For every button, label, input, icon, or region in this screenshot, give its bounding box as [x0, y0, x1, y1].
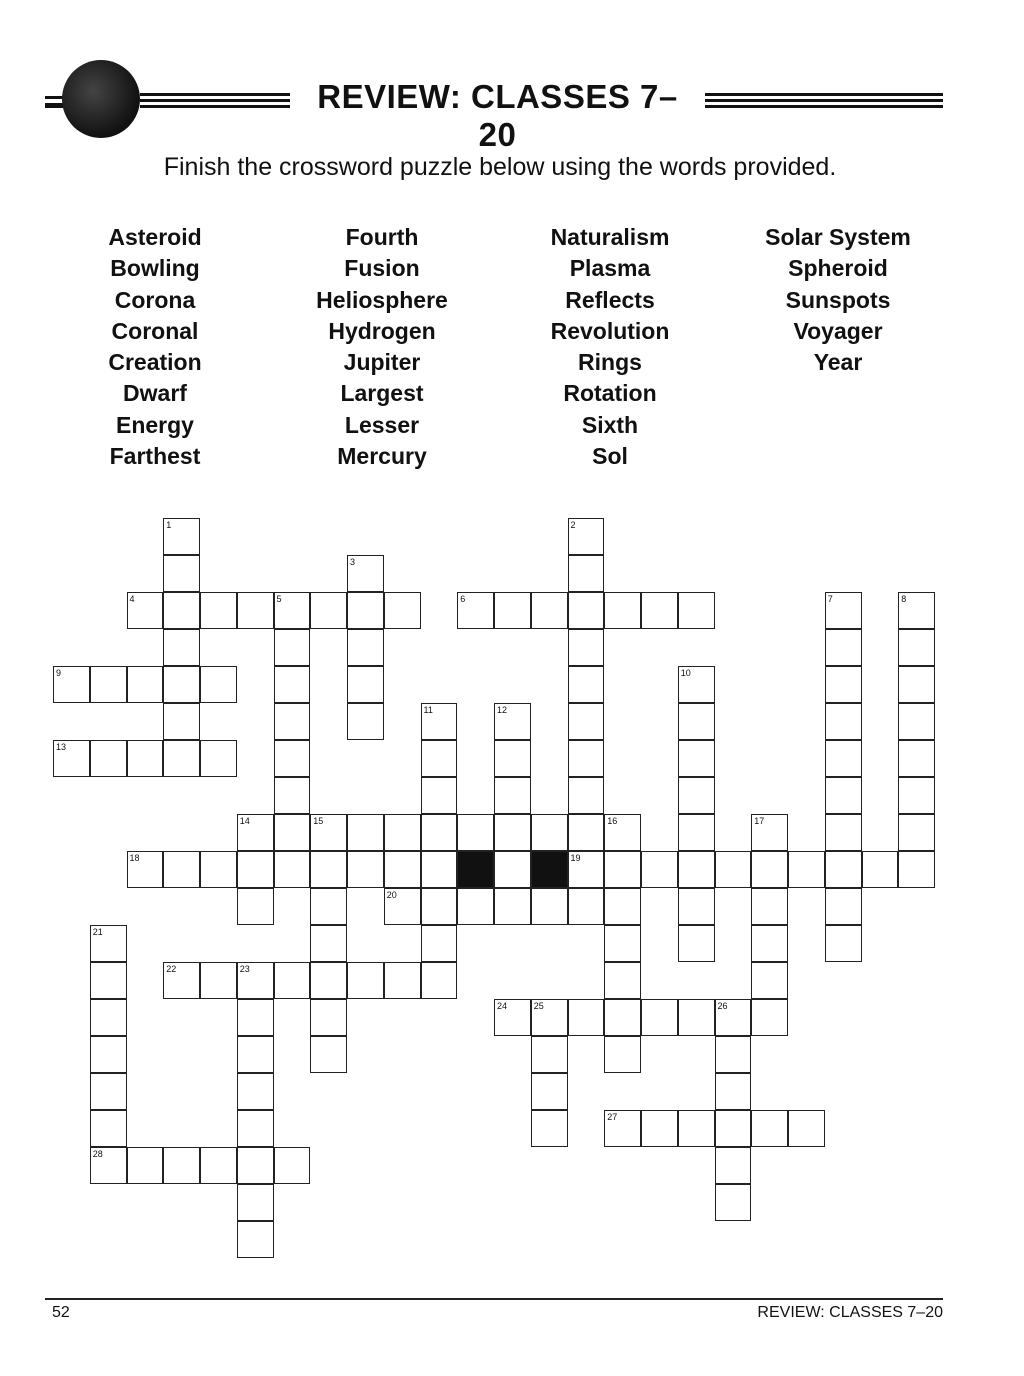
crossword-cell[interactable] [90, 1073, 127, 1110]
crossword-cell[interactable] [568, 740, 605, 777]
crossword-cell[interactable] [310, 851, 347, 888]
crossword-cell[interactable] [825, 888, 862, 925]
crossword-cell[interactable] [494, 703, 531, 740]
crossword-cell[interactable] [531, 1073, 568, 1110]
crossword-cell[interactable] [898, 592, 935, 629]
crossword-cell[interactable] [163, 740, 200, 777]
crossword-cell[interactable] [898, 629, 935, 666]
crossword-cell[interactable] [163, 555, 200, 592]
crossword-cell[interactable] [347, 555, 384, 592]
crossword-cell[interactable] [163, 703, 200, 740]
crossword-cell[interactable] [494, 592, 531, 629]
crossword-cell[interactable] [898, 703, 935, 740]
crossword-cell[interactable] [715, 1147, 752, 1184]
crossword-cell[interactable] [715, 1110, 752, 1147]
crossword-cell[interactable] [347, 851, 384, 888]
crossword-cell[interactable] [568, 814, 605, 851]
crossword-cell[interactable] [274, 962, 311, 999]
crossword-cell[interactable] [825, 777, 862, 814]
word: Rotation [563, 380, 657, 407]
crossword-cell[interactable] [641, 1110, 678, 1147]
crossword-cell[interactable] [568, 518, 605, 555]
crossword-cell[interactable] [237, 999, 274, 1036]
footer-section-title: REVIEW: CLASSES 7–20 [757, 1304, 943, 1321]
word: Creation [108, 349, 202, 376]
crossword-cell[interactable] [237, 814, 274, 851]
crossword-cell[interactable] [531, 999, 568, 1036]
crossword-cell[interactable] [825, 925, 862, 962]
crossword-cell[interactable] [347, 814, 384, 851]
crossword-cell[interactable] [715, 1184, 752, 1221]
crossword-cell[interactable] [604, 888, 641, 925]
clue-number: 3 [350, 557, 356, 567]
clue-number: 28 [92, 1149, 103, 1159]
clue-number: 20 [386, 890, 397, 900]
crossword-cell[interactable] [237, 1147, 274, 1184]
crossword-cell[interactable] [568, 592, 605, 629]
crossword-cell[interactable] [310, 962, 347, 999]
crossword-cell[interactable] [641, 851, 678, 888]
crossword-cell[interactable] [825, 666, 862, 703]
clue-number: 1 [166, 520, 172, 530]
crossword-cell[interactable] [274, 666, 311, 703]
crossword-cell[interactable] [90, 1036, 127, 1073]
crossword-cell[interactable] [604, 592, 641, 629]
crossword-cell[interactable] [200, 666, 237, 703]
crossword-cell[interactable] [715, 851, 752, 888]
crossword-cell[interactable] [347, 703, 384, 740]
crossword-cell[interactable] [310, 888, 347, 925]
crossword-cell[interactable] [310, 592, 347, 629]
crossword-cell[interactable] [274, 814, 311, 851]
crossword-cell[interactable] [494, 851, 531, 888]
clue-number: 11 [423, 705, 433, 715]
clue-number: 10 [680, 668, 691, 678]
crossword-cell[interactable] [531, 1110, 568, 1147]
word: Fourth [345, 224, 419, 250]
crossword-cell[interactable] [421, 740, 458, 777]
clue-number: 14 [239, 816, 250, 826]
word: Corona [114, 286, 196, 313]
word-bank-column [267, 222, 497, 472]
crossword-cell[interactable] [494, 740, 531, 777]
crossword-cell[interactable] [53, 666, 90, 703]
crossword-cell[interactable] [53, 740, 90, 777]
crossword-cell[interactable] [678, 703, 715, 740]
clue-number: 21 [92, 927, 103, 937]
crossword-cell[interactable] [568, 666, 605, 703]
crossword-cell[interactable] [678, 888, 715, 925]
crossword-cell[interactable] [421, 703, 458, 740]
crossword-cell[interactable] [678, 814, 715, 851]
crossword-cell[interactable] [274, 740, 311, 777]
crossword-cell[interactable] [347, 666, 384, 703]
crossword-cell[interactable] [494, 814, 531, 851]
crossword-cell[interactable] [127, 666, 164, 703]
crossword-cell[interactable] [274, 1147, 311, 1184]
clue-number: 26 [717, 1001, 728, 1011]
crossword-cell[interactable] [200, 962, 237, 999]
crossword-cell[interactable] [90, 740, 127, 777]
crossword-cell[interactable] [237, 1036, 274, 1073]
instructions: Finish the crossword puzzle below using the words provided. [163, 153, 837, 181]
crossword-cell[interactable] [237, 888, 274, 925]
word: Sol [592, 443, 628, 470]
crossword-cell[interactable] [421, 814, 458, 851]
word: Heliosphere [316, 286, 448, 313]
word: Farthest [109, 443, 201, 470]
word: Spheroid [788, 255, 888, 282]
crossword-cell[interactable] [788, 1110, 825, 1147]
crossword-cell[interactable] [421, 925, 458, 962]
crossword-cell[interactable] [751, 1110, 788, 1147]
word: Sixth [581, 411, 639, 438]
word: Reflects [565, 286, 655, 313]
clue-number: 24 [497, 1001, 508, 1011]
crossword-cell[interactable] [127, 1147, 164, 1184]
clue-number: 22 [166, 964, 177, 974]
crossword-cell[interactable] [421, 851, 458, 888]
crossword-cell[interactable] [274, 592, 311, 629]
word: Hydrogen [328, 317, 436, 344]
crossword-cell[interactable] [568, 555, 605, 592]
crossword-cell[interactable] [568, 703, 605, 740]
clue-number: 17 [754, 816, 765, 826]
clue-number: 9 [56, 668, 62, 678]
word-bank-column [495, 222, 725, 472]
crossword-cell[interactable] [678, 851, 715, 888]
crossword-cell[interactable] [90, 1110, 127, 1147]
word: Energy [116, 411, 194, 438]
crossword-cell[interactable] [274, 703, 311, 740]
crossword-cell[interactable] [531, 592, 568, 629]
crossword-cell[interactable] [604, 962, 641, 999]
word: Dwarf [123, 380, 187, 407]
crossword-cell[interactable] [127, 740, 164, 777]
crossword-cell[interactable] [825, 851, 862, 888]
word: Revolution [550, 317, 670, 344]
crossword-cell[interactable] [200, 851, 237, 888]
crossword-cell[interactable] [90, 925, 127, 962]
crossword-cell[interactable] [163, 851, 200, 888]
crossword-cell[interactable] [457, 592, 494, 629]
crossword-cell[interactable] [641, 999, 678, 1036]
crossword-cell[interactable] [163, 666, 200, 703]
crossword-cell[interactable] [825, 814, 862, 851]
crossword-cell[interactable] [715, 999, 752, 1036]
crossword-cell[interactable] [604, 1110, 641, 1147]
crossword-cell[interactable] [163, 629, 200, 666]
crossword-cell[interactable] [678, 592, 715, 629]
crossword-cell[interactable] [310, 1036, 347, 1073]
planet-icon [62, 60, 140, 138]
crossword-cell[interactable] [163, 962, 200, 999]
clue-number: 13 [56, 742, 67, 752]
crossword-cell[interactable] [310, 999, 347, 1036]
crossword-cell[interactable] [568, 888, 605, 925]
crossword-cell[interactable] [200, 1147, 237, 1184]
word: Year [813, 349, 863, 376]
crossword-cell[interactable] [898, 777, 935, 814]
crossword-cell[interactable] [751, 814, 788, 851]
page-title: REVIEW: CLASSES 7–20 [317, 78, 678, 153]
clue-number: 8 [901, 594, 907, 604]
clue-number: 5 [276, 594, 282, 604]
crossword-cell[interactable] [421, 962, 458, 999]
crossword-cell[interactable] [127, 851, 164, 888]
crossword-cell[interactable] [347, 962, 384, 999]
crossword-cell[interactable] [200, 740, 237, 777]
crossword-cell[interactable] [751, 888, 788, 925]
word-bank-column [40, 222, 270, 472]
word: Bowling [110, 255, 200, 282]
word: Plasma [569, 255, 651, 282]
crossword-cell[interactable] [604, 814, 641, 851]
clue-number: 25 [533, 1001, 544, 1011]
crossword-cell[interactable] [604, 1036, 641, 1073]
clue-number: 7 [827, 594, 833, 604]
crossword-cell[interactable] [898, 666, 935, 703]
crossword-cell[interactable] [90, 1147, 127, 1184]
word: Voyager [793, 317, 883, 344]
crossword-cell[interactable] [127, 592, 164, 629]
crossword-cell[interactable] [163, 518, 200, 555]
crossword-cell[interactable] [678, 666, 715, 703]
crossword-cell[interactable] [678, 925, 715, 962]
crossword-cell[interactable] [421, 777, 458, 814]
crossword-cell[interactable] [237, 962, 274, 999]
crossword-cell[interactable] [604, 851, 641, 888]
clue-number: 15 [313, 816, 324, 826]
crossword-cell[interactable] [90, 999, 127, 1036]
black-square [457, 851, 494, 888]
crossword-cell[interactable] [898, 814, 935, 851]
word: Naturalism [550, 224, 670, 250]
crossword-cell[interactable] [274, 629, 311, 666]
word: Sunspots [785, 286, 891, 313]
crossword-cell[interactable] [751, 999, 788, 1036]
crossword-cell[interactable] [457, 888, 494, 925]
crossword-cell[interactable] [531, 814, 568, 851]
crossword-cell[interactable] [384, 814, 421, 851]
crossword-cell[interactable] [237, 1073, 274, 1110]
crossword-cell[interactable] [310, 925, 347, 962]
crossword-cell[interactable] [90, 666, 127, 703]
crossword-cell[interactable] [678, 777, 715, 814]
crossword-cell[interactable] [568, 629, 605, 666]
crossword-cell[interactable] [347, 592, 384, 629]
crossword-cell[interactable] [310, 814, 347, 851]
crossword-cell[interactable] [604, 925, 641, 962]
crossword-cell[interactable] [604, 999, 641, 1036]
clue-number: 4 [129, 594, 135, 604]
crossword-cell[interactable] [678, 1110, 715, 1147]
crossword-cell[interactable] [568, 777, 605, 814]
word: Mercury [337, 443, 427, 470]
word: Fusion [344, 255, 420, 282]
crossword-cell[interactable] [237, 1184, 274, 1221]
crossword-cell[interactable] [678, 740, 715, 777]
clue-number: 19 [570, 853, 581, 863]
crossword-cell[interactable] [274, 851, 311, 888]
clue-number: 6 [460, 594, 466, 604]
crossword-cell[interactable] [237, 1221, 274, 1258]
crossword-cell[interactable] [715, 1073, 752, 1110]
crossword-cell[interactable] [163, 1147, 200, 1184]
word: Lesser [344, 411, 420, 438]
word: Largest [340, 380, 424, 407]
clue-number: 12 [497, 705, 508, 715]
crossword-cell[interactable] [494, 777, 531, 814]
crossword-cell[interactable] [678, 999, 715, 1036]
clue-number: 18 [129, 853, 140, 863]
crossword-cell[interactable] [751, 925, 788, 962]
crossword-cell[interactable] [788, 851, 825, 888]
crossword-cell[interactable] [531, 888, 568, 925]
crossword-cell[interactable] [237, 592, 274, 629]
crossword-cell[interactable] [825, 703, 862, 740]
crossword-cell[interactable] [384, 962, 421, 999]
crossword-cell[interactable] [751, 851, 788, 888]
crossword-cell[interactable] [494, 999, 531, 1036]
crossword-cell[interactable] [898, 740, 935, 777]
crossword-cell[interactable] [862, 851, 899, 888]
crossword-cell[interactable] [641, 592, 678, 629]
black-square [531, 851, 568, 888]
crossword-cell[interactable] [384, 888, 421, 925]
crossword-cell[interactable] [825, 592, 862, 629]
crossword-cell[interactable] [568, 851, 605, 888]
clue-number: 23 [239, 964, 250, 974]
word: Solar System [765, 224, 911, 250]
word: Jupiter [343, 349, 421, 376]
word: Coronal [111, 317, 199, 344]
word: Asteroid [108, 224, 202, 250]
crossword-cell[interactable] [825, 740, 862, 777]
footer-divider [45, 1298, 943, 1300]
clue-number: 16 [607, 816, 618, 826]
clue-number: 27 [607, 1112, 618, 1122]
crossword-cell[interactable] [237, 1110, 274, 1147]
crossword-cell[interactable] [457, 814, 494, 851]
crossword-cell[interactable] [163, 592, 200, 629]
crossword-cell[interactable] [200, 592, 237, 629]
crossword-cell[interactable] [384, 851, 421, 888]
crossword-cell[interactable] [494, 888, 531, 925]
crossword-cell[interactable] [274, 777, 311, 814]
crossword-cell[interactable] [531, 1036, 568, 1073]
crossword-cell[interactable] [751, 962, 788, 999]
crossword-cell[interactable] [347, 629, 384, 666]
clue-number: 2 [570, 520, 576, 530]
word-bank-column [723, 222, 953, 378]
crossword-cell[interactable] [421, 888, 458, 925]
crossword-cell[interactable] [568, 999, 605, 1036]
word: Rings [578, 349, 642, 376]
crossword-cell[interactable] [384, 592, 421, 629]
crossword-cell[interactable] [825, 629, 862, 666]
crossword-cell[interactable] [898, 851, 935, 888]
page-number: 52 [52, 1304, 70, 1321]
crossword-cell[interactable] [237, 851, 274, 888]
crossword-cell[interactable] [715, 1036, 752, 1073]
crossword-cell[interactable] [90, 962, 127, 999]
